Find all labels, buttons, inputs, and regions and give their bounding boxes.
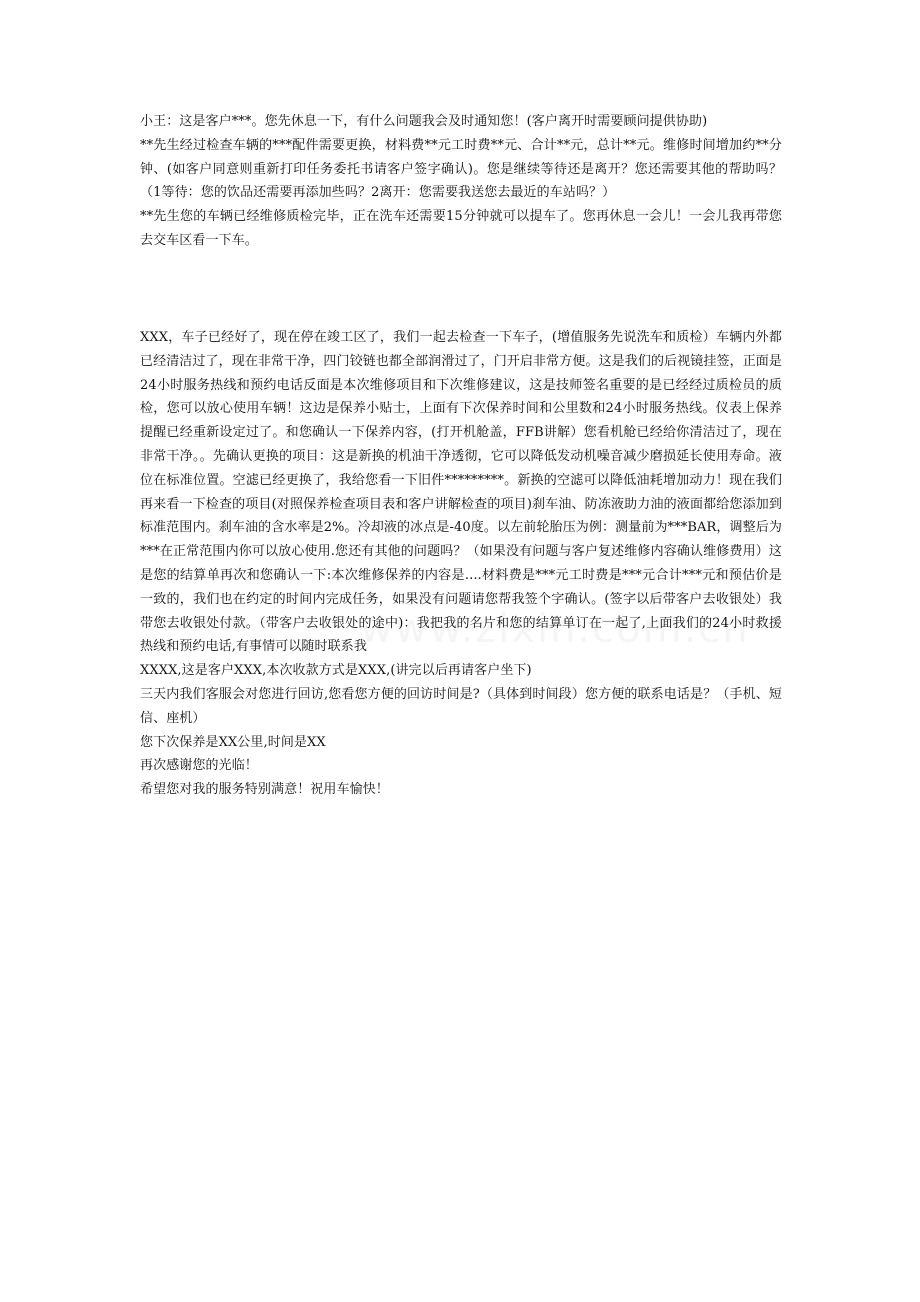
text-section-1 (140, 110, 782, 253)
paragraph: **先生您的车辆已经维修质检完毕，正在洗车还需要15分钟就可以提车了。您再休息一会儿！一会儿我再带您去交车区看一下车。 (140, 209, 782, 248)
paragraph: XXXX,这是客户XXX,本次收款方式是XXX,(讲完以后再请客户坐下) (140, 663, 532, 679)
paragraph: 您下次保养是XX公里,时间是XX (140, 734, 326, 750)
paragraph: 小王：这是客户***。您先休息一下，有什么问题我会及时通知您！(客户离开时需要顾问提供协助) (140, 114, 708, 129)
text-section-2 (140, 326, 782, 802)
paragraph: 三天内我们客服会对您进行回访,您看您方便的回访时间是?（具体到时间段）您方便的联系电话是？（手机、短信、座机） (140, 686, 782, 726)
paragraph: XXX，车子已经好了，现在停在竣工区了，我们一起去检查一下车子，(增值服务先说洗车和质检）车辆内外都已经清洁过了，现在非常干净，四门铰链也都全部润滑过了，门开启非常方便。这是我们的后视镜挂签，正面是24小时服务热线和预约电话反面是本次维修项目和下次维修建议，这是技师签名重要的是已经经过质检员的质检，您可以放心使用车辆！这边是保养小贴士，上面有下次保养时间和公里数和24小时服务热线。仪表上保养提醒已经重新设定过了。和您确认一下保养内容，(打开机舱盖，FFB讲解）您看机舱已经给你清洁过了，现在非常干净。。先确认更换的项目：这是新换的机油干净透彻，它可以降低发动机噪音减少磨损延长使用寿命。液位在标准位置。空滤已经更换了，我给您看一下旧件*********。新换的空滤可以降低油耗增加动力！现在我们再来看一下检查的项目(对照保养检查项目表和客户讲解检查的项目)刹车油、防冻液助力油的液面都给您添加到标准范围内。刹车油的含水率是2%。冷却液的冰点是-40度。以左前轮胎压为例：测量前为***BAR，调整后为***在正常范围内你可以放心使用.您还有其他的问题吗？（如果没有问题与客户复述维修内容确认维修费用）这是您的结算单再次和您确认一下:本次维修保养的内容是....材料费是***元工时费是***元合计***元和预估价是一致的，我们也在约定的时间内完成任务，如果没有问题请您帮我签个字确认。(签字以后带客户去收银处）我带您去收银处付款。（带客户去收银处的途中)：我把我的名片和您的结算单订在一起了,上面我们的24小时救援热线和预约电话,有事情可以随时联系我 (140, 330, 782, 655)
watermark (360, 606, 750, 652)
paragraph: **先生经过检查车辆的***配件需要更换，材料费**元工时费**元、合计**元，总计**元。维修时间增加约**分钟、(如客户同意则重新打印任务委托书请客户签字确认)。您是继续等待还是离开？您还需要其他的帮助吗？（1等待：您的饮品还需要再添加些吗？2离开：您需要我送您去最近的车站吗？） (140, 137, 782, 201)
paragraph: 希望您对我的服务特别满意！祝用车愉快！ (140, 782, 389, 798)
paragraph: 再次感谢您的光临！ (140, 758, 258, 774)
